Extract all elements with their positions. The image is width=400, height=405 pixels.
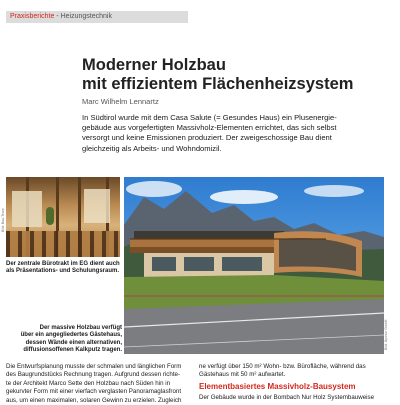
caption-line: als Präsentations- und Schulungsraum.: [6, 268, 120, 275]
building-photo-caption: [10, 325, 122, 355]
article-lead: [82, 113, 388, 154]
lead-line: gleichzeitig als Arbeits- und Wohndomizil.: [82, 143, 222, 153]
body-line: des Baugrundstücks Rechnung tragen. Aufgrund dessen richte-: [6, 371, 181, 379]
photo-chairs: [6, 231, 120, 257]
lead-line: In Südtirol wurde mit dem Casa Salute (= Gesundes Haus) ein Plusenergie-: [82, 113, 337, 122]
body-line: Die Entwurfsplanung musste der schmalen und länglichen Form: [6, 363, 182, 370]
caption-line: Der massive Holzbau verfügt: [39, 325, 122, 331]
photo-window: [12, 191, 42, 227]
section-subcategory: Heizungstechnik: [60, 13, 112, 20]
section-heading: Elementbasiertes Massivholz-Bausystem: [199, 382, 356, 391]
article-title-line: mit effizientem Flächenheizsystem: [82, 75, 354, 93]
article-title: [82, 56, 392, 94]
section-separator: -: [54, 13, 61, 20]
body-column-right-continued: Der Gebäude wurde in der Bombach Nur Holz Systembauweise: [199, 394, 375, 401]
body-line: aus, um einen maximalen, solaren Gewinn zu erzielen. Zugleich: [6, 396, 182, 404]
section-header-text: [10, 12, 112, 22]
lead-line: gebäude aus vorgefertigten Massivholz-Elementen errichtet, das sich selbst: [82, 123, 337, 133]
caption-line: dessen Wände einen alternativen,: [25, 339, 122, 346]
photo-plant: [46, 207, 54, 225]
main-photo-credit: Bild: Uponor GmbH: [384, 319, 388, 350]
caption-line: diffusionsoffenen Kalkputz tragen.: [23, 347, 122, 354]
article-title-line: Moderner Holzbau: [82, 56, 226, 74]
caption-line: Der zentrale Bürotrakt im EG dient auch: [6, 261, 120, 267]
article-author: Marc Wilhelm Lennartz: [82, 97, 159, 106]
body-line: gekurvter Form mit einer vierfach verglasten Panoramaglasfront: [6, 388, 182, 396]
section-category: Praxisberichte: [10, 13, 55, 20]
building-exterior-photo: [124, 177, 384, 354]
interior-photo-credit: Bild: Bau-Team: [1, 208, 5, 232]
body-column-left: [6, 363, 192, 405]
section-header-bar: [6, 11, 188, 23]
photo-window: [84, 189, 110, 223]
caption-line: über ein angegliedertes Gästehaus,: [20, 332, 122, 339]
building-illustration: [124, 177, 384, 354]
interior-office-photo: [6, 177, 120, 257]
lead-line: versorgt und keine Emissionen produziert. Der zweigeschossige Bau dient: [82, 133, 332, 143]
body-column-right: ne verfügt über 150 m² Wohn- bzw. Bürofläche, während das Gästehaus mit 50 m² aufwartet.: [199, 363, 366, 379]
body-line: te der Architekt Marco Sette den Holzbau nach Süden hin in: [6, 379, 171, 387]
interior-photo-caption: [6, 261, 122, 276]
